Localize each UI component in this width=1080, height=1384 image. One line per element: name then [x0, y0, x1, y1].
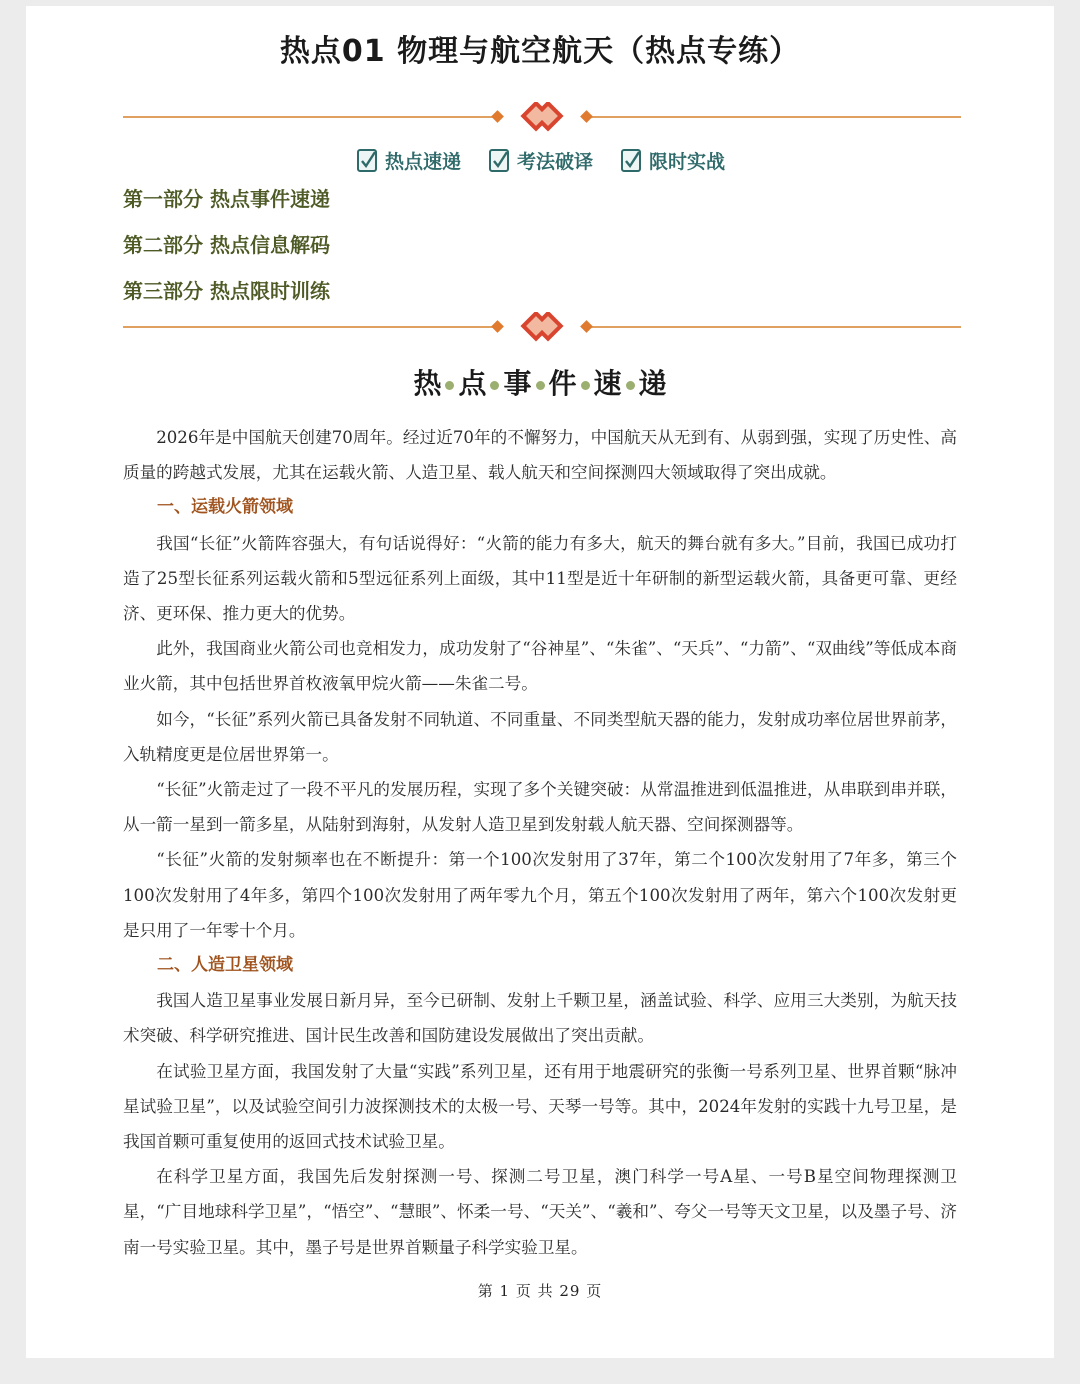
- subheading-satellites: 二、人造卫星领域: [157, 955, 293, 976]
- paragraph: “长征”火箭走过了一段不平凡的发展历程，实现了多个关键突破：从常温推进到低温推进，从串联到串并联，从一箭一星到一箭多星，从陆射到海射，从发射人造卫星到发射载人航天器、空间探测器等。: [123, 780, 957, 835]
- checklist-icon: [355, 146, 383, 174]
- part-two: 第二部分 热点信息解码: [123, 233, 330, 257]
- document-page: [26, 6, 1054, 1358]
- intro-paragraph: 2026年是中国航天创建70周年。经过近70年的不懈努力，中国航天从无到有、从弱到强，实现了历史性、高质量的跨越式发展，尤其在运载火箭、人造卫星、载人航天和空间探测四大领域取得了突出成就。: [123, 428, 957, 483]
- heading-char: 件: [548, 367, 577, 400]
- paragraph: 我国人造卫星事业发展日新月异，至今已研制、发射上千颗卫星，涵盖试验、科学、应用三大类别，为航天技术突破、科学研究推进、国计民生改善和国防建设发展做出了突出贡献。: [123, 991, 957, 1046]
- paragraph: 在科学卫星方面，我国先后发射探测一号、探测二号卫星，澳门科学一号A星、一号B星空间物理探测卫星，“广目地球科学卫星”，“悟空”、“慧眼”、怀柔一号、“天关”、“羲和”、夸父一号等天文卫星，以及墨子号、济南一号实验卫星。其中，墨子号是世界首颗量子科学实验卫星。: [123, 1167, 957, 1257]
- tag-label: 热点速递: [384, 150, 461, 173]
- page-number-footer: 第 1 页 共 29 页: [477, 1282, 603, 1300]
- tag-hotspot-express: [355, 146, 461, 174]
- paragraph: 在试验卫星方面，我国发射了大量“实践”系列卫星，还有用于地震研究的张衡一号系列卫星、世界首颗“脉冲星试验卫星”，以及试验空间引力波探测技术的太极一号、天琴一号等。其中，2024年发射的实践十九号卫星，是我国首颗可重复使用的返回式技术试验卫星。: [123, 1061, 957, 1152]
- heading-char: 速: [593, 367, 622, 400]
- tag-timed-practice: [619, 146, 725, 174]
- dot-separator: [626, 381, 635, 390]
- tag-label: 限时实战: [649, 150, 726, 173]
- dot-separator: [536, 381, 545, 390]
- heading-char: 点: [458, 367, 487, 400]
- part-three: 第三部分 热点限时训练: [123, 279, 330, 303]
- tag-exam-decode: [487, 146, 593, 174]
- section-heading: [26, 362, 1054, 402]
- heading-char: 热: [413, 367, 442, 400]
- paragraph: “长征”火箭的发射频率也在不断提升：第一个100次发射用了37年，第二个100次发射用了7年多，第三个100次发射用了4年多，第四个100次发射用了两年零九个月，第五个100次发射用了两年，第六个100次发射更是只用了一年零十个月。: [123, 850, 957, 940]
- paragraph: 我国“长征”火箭阵容强大，有句话说得好：“火箭的能力有多大，航天的舞台就有多大。”目前，我国已成功打造了25型长征系列运载火箭和5型远征系列上面级，其中11型是近十年研制的新型运载火箭，具备更可靠、更经济、更环保、推力更大的优势。: [123, 533, 957, 624]
- checklist-icon: [619, 146, 647, 174]
- checklist-icon: [487, 146, 515, 174]
- subheading-rockets: 一、运载火箭领域: [157, 497, 293, 518]
- dot-separator: [581, 381, 590, 390]
- dot-separator: [445, 381, 454, 390]
- paragraph: 此外，我国商业火箭公司也竞相发力，成功发射了“谷神星”、“朱雀”、“天兵”、“力箭”、“双曲线”等低成本商业火箭，其中包括世界首枚液氧甲烷火箭——朱雀二号。: [123, 639, 957, 694]
- article-body: [123, 420, 957, 1265]
- dot-separator: [490, 381, 499, 390]
- page-title: 热点01 物理与航空航天（热点专练）: [279, 34, 801, 69]
- top-ornament-divider: [123, 102, 961, 132]
- heading-char: 递: [638, 367, 667, 400]
- tag-label: 考法破译: [516, 150, 593, 173]
- bottom-ornament-divider: [123, 312, 961, 342]
- parts-outline: [123, 184, 330, 322]
- part-one: 第一部分 热点事件速递: [123, 187, 330, 211]
- heading-char: 事: [503, 367, 532, 400]
- paragraph: 如今，“长征”系列火箭已具备发射不同轨道、不同重量、不同类型航天器的能力，发射成功率位居世界前茅，入轨精度更是位居世界第一。: [123, 709, 957, 764]
- tag-row: [26, 146, 1054, 174]
